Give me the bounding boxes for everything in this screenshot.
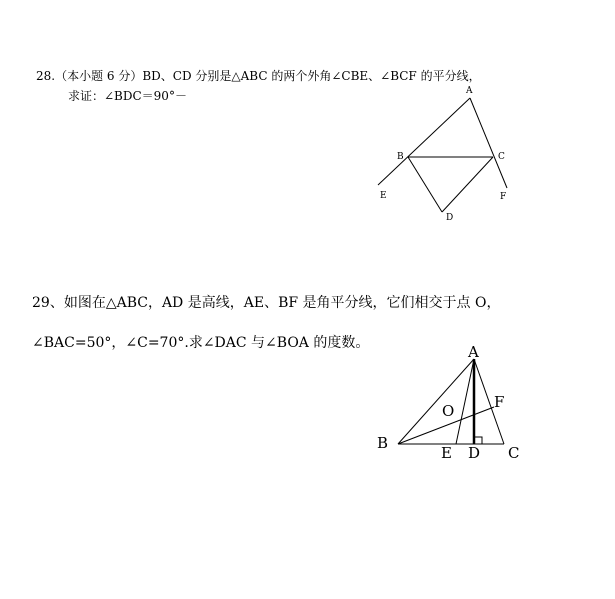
label-29-o: O bbox=[442, 402, 455, 420]
segment-a-e bbox=[456, 359, 474, 444]
label-29-e: E bbox=[441, 444, 452, 462]
label-29-f: F bbox=[494, 393, 505, 411]
label-28-d: D bbox=[446, 213, 454, 223]
label-28-a: A bbox=[466, 86, 473, 96]
label-28-c: C bbox=[498, 152, 505, 162]
label-29-a: A bbox=[468, 343, 479, 361]
problem-29-statement: 29、如图在△ABC，AD 是高线，AE、BF 是角平分线，它们相交于点 O， bbox=[32, 295, 501, 311]
segment-a-b bbox=[398, 359, 474, 444]
label-28-b: B bbox=[397, 152, 404, 162]
label-28-e: E bbox=[380, 191, 387, 201]
label-29-c: C bbox=[508, 444, 520, 462]
problem-28-statement: 28.（本小题 6 分）BD、CD 分别是△ABC 的两个外角∠CBE、∠BCF 的平分线， bbox=[36, 69, 481, 83]
problem-29-question: ∠BAC=50°，∠C=70°.求∠DAC 与∠BOA 的度数。 bbox=[32, 335, 370, 351]
problem-28-prove: 求证：∠BDC＝90°－ bbox=[68, 89, 187, 103]
label-28-f: F bbox=[500, 192, 507, 202]
label-29-b: B bbox=[377, 434, 389, 452]
label-29-d: D bbox=[468, 444, 481, 462]
